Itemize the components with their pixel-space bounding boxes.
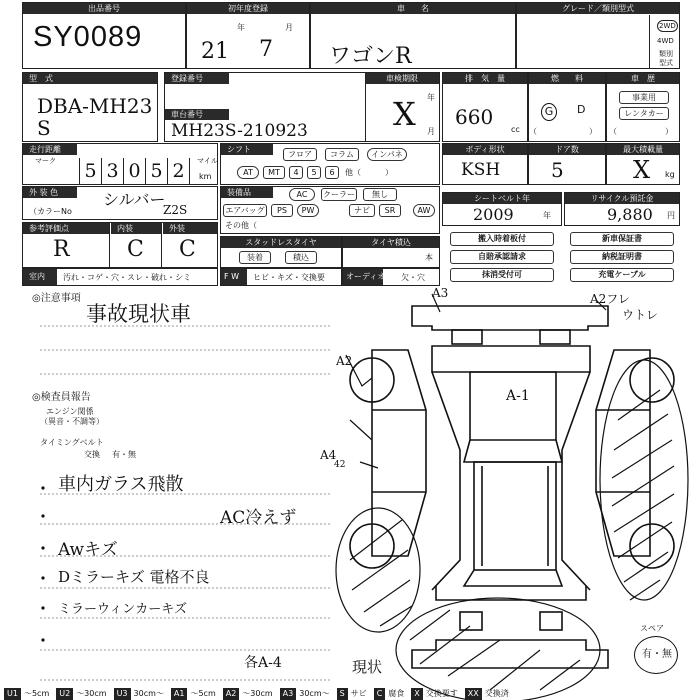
mark-a1: A-1 <box>506 388 530 404</box>
history-paren-open: （ <box>609 127 617 136</box>
inspector-label: ◎検査員報告 <box>32 392 91 403</box>
year-unit: 年 <box>237 23 245 32</box>
capacity-label: 最大積載量 <box>607 144 679 155</box>
first-reg-label: 初年度登録 <box>187 3 309 14</box>
mileage-unit-mile: マイル <box>197 157 218 165</box>
fuel-paren-open: （ <box>529 127 537 136</box>
equip-label: 装備品 <box>221 187 273 198</box>
history-paren-close: ） <box>665 127 673 136</box>
mileage-digit: 2 <box>167 158 189 184</box>
stud-mounted: 装着 <box>239 251 271 264</box>
audio-options: 欠・穴 <box>401 273 425 282</box>
interior-grade-label: 内装 <box>111 223 161 234</box>
damage-legend <box>0 688 700 700</box>
timing-options: 有・無 <box>112 450 136 459</box>
inspector-sign: 各A-4 <box>244 655 282 671</box>
drive-4wd: 4WD <box>657 37 674 45</box>
note-line-2: AC冷えず <box>220 508 297 528</box>
shift-floor: フロア <box>283 148 317 161</box>
equip-ac: AC <box>289 188 315 201</box>
recycle-value: 9,880 <box>607 205 653 224</box>
spare-options: 有・無 <box>642 649 672 660</box>
engine-label: エンジン関係 <box>46 407 94 416</box>
mark-42: 42 <box>334 460 346 470</box>
shift-mt: MT <box>263 166 285 179</box>
recycle-yen: 円 <box>667 211 675 220</box>
doc-item: 充電ケーブル <box>570 268 674 282</box>
tire-unit: 本 <box>425 253 433 262</box>
legend-value: 交換要す <box>425 689 458 698</box>
legend-key: U1 <box>4 688 21 700</box>
legend-key: A2 <box>223 688 240 700</box>
legend-value: ～5cm <box>23 689 50 698</box>
mileage-digit: 3 <box>101 158 123 184</box>
legend-value: 腐食 <box>388 689 405 698</box>
mark-a4: A4 <box>320 448 337 462</box>
shift-other: 他（ ） <box>345 168 393 177</box>
timing-label: タイミングベルト <box>40 438 104 447</box>
shift-label: シフト <box>221 144 273 155</box>
fuel-d: D <box>577 103 586 116</box>
insp-year-unit: 年 <box>427 93 435 102</box>
lot-label: 出品番号 <box>23 3 185 14</box>
tire-label: タイヤ積込 <box>343 237 439 248</box>
history-rental: レンタカー <box>619 107 669 120</box>
timing-exchange: 交換 <box>84 450 100 459</box>
recycle-label: リサイクル預託金 <box>565 193 679 204</box>
mileage-label: 走行距離 <box>23 144 77 155</box>
mileage-mark: マーク <box>35 157 56 165</box>
drive-type: 型式 <box>659 59 673 67</box>
capacity-unit: kg <box>665 170 675 179</box>
equip-navi: ナビ <box>349 204 375 217</box>
engine-sub: （異音・不調等） <box>40 417 104 426</box>
equip-other: その他（ <box>225 221 257 230</box>
legend-key: U2 <box>56 688 73 700</box>
legend-value: ～30cm <box>76 689 107 698</box>
car-name-label: 車 名 <box>311 3 515 14</box>
shift-at: AT <box>237 166 259 179</box>
color-value: シルバー <box>103 190 166 209</box>
legend-value: サビ <box>350 689 367 698</box>
equip-pw: PW <box>297 204 319 217</box>
doc-item: 抹消受付可 <box>450 268 554 282</box>
note-line-4: Dミラーキズ 電格不良 <box>58 568 210 586</box>
fw-label: F W <box>221 269 247 285</box>
month-unit: 月 <box>285 23 293 32</box>
interior-grade-value: C <box>127 237 144 262</box>
doors-label: ドア数 <box>529 144 605 155</box>
color-no-label: （カラーNo <box>29 207 72 216</box>
displacement-label: 排 気 量 <box>443 73 527 84</box>
reg-label: 登録番号 <box>165 73 229 84</box>
body-value: KSH <box>461 160 501 180</box>
seatbelt-value: 2009 <box>473 205 514 224</box>
legend-key: XX <box>465 688 482 700</box>
legend-key: S <box>337 688 348 700</box>
mark-a2-left: A2 <box>336 354 353 368</box>
first-reg-year: 21 <box>201 39 229 64</box>
doc-item: 搬入時着板付 <box>450 232 554 246</box>
legend-value: ～5cm <box>190 689 216 698</box>
legend-key: A1 <box>171 688 188 700</box>
interior-cond-label: 室内 <box>23 269 57 285</box>
equip-sr: SR <box>379 204 401 217</box>
fuel-paren-close: ） <box>589 127 597 136</box>
stud-loaded: 積込 <box>285 251 317 264</box>
shift-inpane: インパネ <box>367 148 407 161</box>
mark-a2-fure: A2フレ <box>590 292 630 306</box>
legend-value: 交換済 <box>484 689 509 698</box>
fuel-g: G <box>541 103 557 121</box>
legend-key: X <box>411 688 422 700</box>
seatbelt-year-unit: 年 <box>543 211 551 220</box>
chassis-label: 車台番号 <box>165 109 229 120</box>
doors-value: 5 <box>551 158 564 182</box>
seatbelt-label: シートベルト年 <box>443 193 561 204</box>
note-line-1: 車内ガラス飛散 <box>58 474 184 495</box>
doc-item: 納税証明書 <box>570 250 674 264</box>
legend-key: C <box>374 688 386 700</box>
mileage-digit: 5 <box>79 158 101 184</box>
car-name: ワゴンR <box>329 44 412 69</box>
exterior-grade-value: C <box>179 237 196 262</box>
eval-label: 参考評価点 <box>23 223 109 234</box>
color-label: 外 装 色 <box>23 187 77 198</box>
drive-2wd: 2WD <box>659 22 676 30</box>
legend-value: ～30cm <box>242 689 273 698</box>
color-code: Z2S <box>163 203 188 217</box>
audio-label: オーディオ <box>343 269 383 285</box>
mark-utore: ウトレ <box>622 308 659 322</box>
mileage-unit-km: km <box>199 172 212 181</box>
lot-number: SY0089 <box>33 21 143 53</box>
equip-cooler: クーラー <box>323 190 355 199</box>
model-label: 型 式 <box>23 73 157 84</box>
legend-key: U3 <box>114 688 131 700</box>
grade-label: グレード／類別型式 <box>517 3 679 14</box>
equip-aw: AW <box>413 204 435 217</box>
note-line-5: ミラーウィンカーキズ <box>58 602 187 617</box>
insp-month-unit: 月 <box>427 127 435 136</box>
mark-genjo: 現状 <box>352 658 383 676</box>
legend-value: 30cm～ <box>299 689 330 698</box>
mileage-digit: 0 <box>123 158 145 184</box>
caution-text: 事故現状車 <box>86 302 191 326</box>
exterior-grade-label: 外装 <box>163 223 217 234</box>
first-reg-month: 7 <box>259 37 273 62</box>
caution-label: ◎注意事項 <box>32 293 81 304</box>
legend-key: A3 <box>280 688 297 700</box>
shift-column: コラム <box>325 148 359 161</box>
history-label: 車 歴 <box>607 73 679 84</box>
shift-gear-6: 6 <box>325 166 339 179</box>
cc-unit: cc <box>511 125 520 134</box>
displacement-value: 660 <box>455 105 494 129</box>
legend-value: 30cm～ <box>133 689 164 698</box>
fw-options: ヒビ・キズ・交換要 <box>253 273 325 282</box>
spare-label: スペア <box>640 624 664 633</box>
stud-label: スタッドレスタイヤ <box>221 237 341 248</box>
doc-item: 自賠承認請求 <box>450 250 554 264</box>
body-label: ボディ形状 <box>443 144 527 155</box>
doc-item: 新車保証書 <box>570 232 674 246</box>
drive-class: 類別 <box>659 50 673 58</box>
mileage-digit: 5 <box>145 158 167 184</box>
shift-gear-4: 4 <box>289 166 303 179</box>
inspection-mark: X <box>393 95 416 133</box>
equip-airbag: エアバッグ <box>223 204 267 217</box>
note-line-3: Awキズ <box>58 540 118 560</box>
equip-none: 無し <box>363 188 397 201</box>
fuel-label: 燃 料 <box>529 73 605 84</box>
capacity-value: X <box>633 156 651 184</box>
equip-ps: PS <box>271 204 293 217</box>
mark-a3: A3 <box>432 286 449 300</box>
model-value: DBA-MH23S <box>37 94 153 140</box>
eval-value: R <box>53 237 70 262</box>
chassis-value: MH23S-210923 <box>171 121 308 141</box>
interior-cond-options: 汚れ・コゲ・穴・スレ・破れ・シミ <box>63 273 191 282</box>
shift-gear-5: 5 <box>307 166 321 179</box>
history-business: 事業用 <box>619 91 669 104</box>
inspection-label: 車検期限 <box>365 73 439 84</box>
